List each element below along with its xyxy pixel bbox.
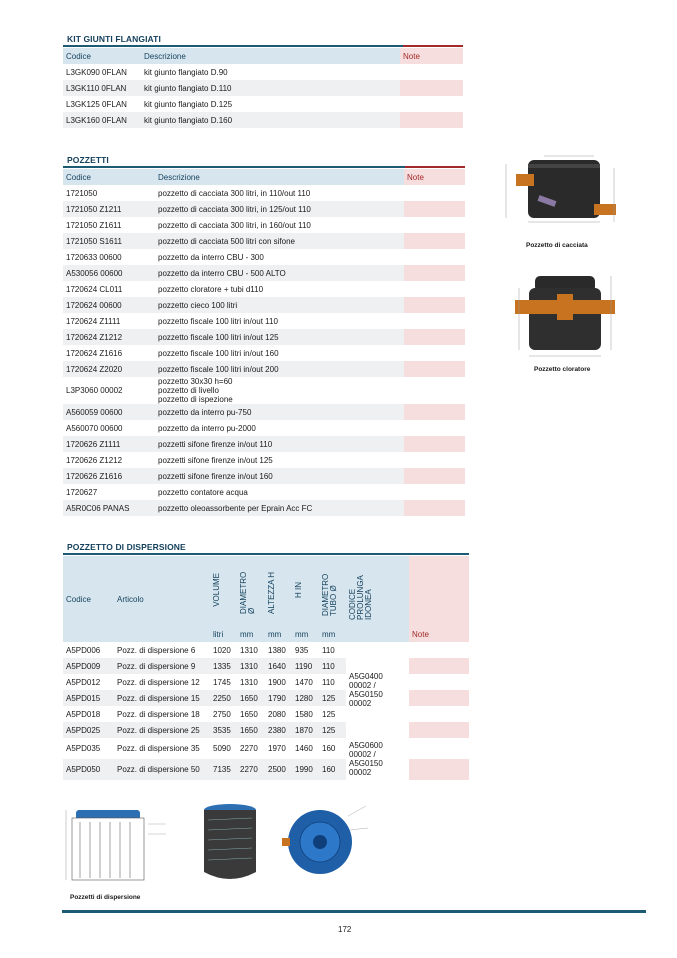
disp-tubo: 125 [322, 709, 336, 719]
cloratore-tee [557, 294, 573, 320]
dispersione-table [63, 556, 469, 780]
disp-tubo: 125 [319, 722, 346, 738]
disp-note [409, 690, 469, 706]
kit-descrizione: kit giunto flangiato D.110 [141, 80, 400, 96]
disp-unit-diametro: mm [237, 626, 265, 642]
table-row [63, 249, 465, 265]
table-row [63, 738, 469, 759]
pozzetti-codice: 1721050 Z1211 [63, 201, 155, 217]
pozzetto-cloratore-label: Pozzetto cloratore [534, 366, 591, 373]
pozzetti-descrizione: pozzetto oleoassorbente per Eprain Acc FC [155, 500, 404, 516]
pozzetti-note [404, 313, 465, 329]
disp-volume: 5090 [213, 744, 231, 753]
pozzetti-note [404, 404, 465, 420]
pozzetti-descrizione: pozzetto da interro CBU - 500 ALTO [155, 265, 404, 281]
disp-header-hin: H IN [292, 556, 319, 626]
disp-header-note: Note [409, 556, 469, 642]
pozzetti-codice: 1721050 Z1611 [66, 220, 122, 230]
disp-altezza: 1380 [268, 645, 286, 655]
disp-header-codice: Codice [63, 556, 114, 642]
pozzetti-codice: 1720626 Z1111 [63, 436, 155, 452]
disp-altezza: 1640 [265, 658, 292, 674]
pozzetti-note [404, 297, 465, 313]
table-row [63, 265, 465, 281]
table-row [63, 201, 465, 217]
table-row [63, 281, 465, 297]
disp-note [409, 642, 469, 658]
pozzetti-descrizione: pozzetti sifone firenze in/out 160 [155, 468, 404, 484]
pozzetti-descrizione: pozzetto fiscale 100 litri in/out 125 [155, 329, 404, 345]
disp-altezza: 1970 [268, 744, 286, 753]
disp-codice: A5PD025 [63, 722, 114, 738]
disp-codice: A5PD009 [63, 658, 114, 674]
kit-descrizione: kit giunto flangiato D.160 [141, 112, 400, 128]
disp-tubo: 110 [322, 645, 335, 655]
pozzetti-codice: 1721050 S1611 [63, 233, 155, 249]
table-row [63, 500, 465, 516]
disp-diametro: 1650 [237, 722, 265, 738]
pozzetti-descrizione: pozzetto di cacciata 300 litri, in 160/out 110 [158, 220, 311, 230]
pozzetti-descrizione: pozzetti sifone firenze in/out 110 [155, 436, 404, 452]
table-row [63, 759, 469, 780]
pozzetti-codice: 1720624 CL011 [66, 284, 123, 294]
pozzetti-codice: 1720633 00600 [66, 252, 122, 262]
disp-codice: A5PD035 [66, 744, 101, 753]
tank-rim [528, 164, 600, 168]
pozzetto-cloratore-drawing [505, 270, 627, 360]
table-row [63, 64, 463, 80]
disp-volume: 1335 [210, 658, 237, 674]
pozzetti-note [404, 361, 465, 377]
pozzetti-descrizione: pozzetto fiscale 100 litri in/out 160 [158, 348, 279, 358]
disp-altezza: 1900 [268, 677, 286, 687]
table-row [63, 404, 465, 420]
dispersione-title-rule [63, 553, 469, 555]
disp-tubo: 110 [319, 658, 346, 674]
disp-header-prolunga: CODICE PROLUNGA IDONEA [346, 556, 409, 626]
disp-diametro: 1310 [240, 645, 258, 655]
pozzetti-title-rule [63, 166, 465, 168]
table-row [63, 452, 465, 468]
disp-altezza: 1790 [265, 690, 292, 706]
disp-hin: 1580 [295, 709, 313, 719]
pozzetti-codice: 1720624 00600 [63, 297, 155, 313]
pozzetti-descrizione: pozzetto fiscale 100 litri in/out 110 [158, 316, 278, 326]
disp-diametro: 2270 [240, 744, 258, 753]
kit-note [400, 96, 463, 112]
disp-note [409, 706, 469, 722]
disp-hin: 1470 [295, 677, 313, 687]
table-row [63, 361, 465, 377]
page-number: 172 [338, 925, 352, 934]
pozzetti-descrizione-line: pozzetto di ispezione [158, 395, 233, 404]
disp-diametro: 2270 [237, 759, 265, 780]
disp-unit-hin: mm [292, 626, 319, 642]
disp-articolo: Pozz. di dispersione 6 [117, 645, 196, 655]
pozzetti-codice: A560059 00600 [63, 404, 155, 420]
pozzetti-codice: A560070 00600 [66, 423, 123, 433]
pozzetti-dispersione-label: Pozzetti di dispersione [70, 894, 141, 901]
pozzetti-descrizione: pozzetto di cacciata 500 litri con sifone [155, 233, 404, 249]
pozzetti-note [404, 249, 465, 265]
pozzetti-note [404, 420, 465, 436]
pozzetti-note [404, 217, 465, 233]
pozzetti-note [404, 468, 465, 484]
pozzetti-header-descrizione: Descrizione [155, 169, 404, 185]
disp-header-articolo: Articolo [114, 556, 210, 642]
disp-tank3-inlet [282, 838, 290, 846]
disp-header-volume: VOLUME [210, 556, 237, 626]
table-row [63, 690, 469, 706]
disp-articolo: Pozz. di dispersione 35 [117, 744, 200, 753]
disp-articolo: Pozz. di dispersione 12 [117, 677, 200, 687]
pozzetti-note [404, 345, 465, 361]
disp-prolunga-group1: A5G0400 00002 / A5G0150 00002 [346, 642, 409, 738]
pozzetti-header-codice: Codice [63, 169, 155, 185]
table-row [63, 329, 465, 345]
pozzetti-codice: 1720624 Z1616 [66, 348, 123, 358]
table-row [63, 377, 465, 404]
disp-diametro: 1310 [237, 658, 265, 674]
table-row [63, 484, 465, 500]
disp-hin: 935 [295, 645, 309, 655]
outlet-pipe [594, 204, 616, 215]
pozzetti-note [404, 233, 465, 249]
pozzetti-note [404, 500, 465, 516]
pozzetti-descrizione-line: pozzetto 30x30 h=60 [158, 377, 233, 386]
table-row [63, 112, 463, 128]
pozzetti-section-title: POZZETTI [67, 155, 109, 165]
pozzetti-descrizione: pozzetto cloratore + tubi d110 [158, 284, 264, 294]
inlet-pipe [516, 174, 534, 186]
disp-codice: A5PD015 [63, 690, 114, 706]
disp-hin: 1990 [292, 759, 319, 780]
kit-header-note: Note [400, 48, 463, 64]
disp-diametro: 1650 [240, 709, 258, 719]
table-row [63, 80, 463, 96]
pozzetti-codice: 1720624 Z1212 [63, 329, 155, 345]
pozzetti-header-note: Note [404, 169, 465, 185]
table-row [63, 297, 465, 313]
disp-codice: A5PD050 [63, 759, 114, 780]
pozzetti-note [404, 484, 465, 500]
table-row [63, 722, 469, 738]
pozzetti-descrizione-line: pozzetto di livello [158, 386, 219, 395]
pozzetti-codice: A5R0C06 PANAS [63, 500, 155, 516]
footer-rule [62, 910, 646, 913]
pozzetti-codice: 1720624 Z2020 [63, 361, 155, 377]
disp-header-altezza: ALTEZZA H [265, 556, 292, 626]
disp-prolunga-group2: A5G0600 00002 / A5G0150 00002 [346, 738, 409, 780]
table-row [63, 468, 465, 484]
kit-descrizione: kit giunto flangiato D.90 [144, 67, 228, 77]
pozzetti-note [404, 201, 465, 217]
pozzetto-cacciata-drawing [498, 150, 628, 238]
disp-unit-altezza: mm [265, 626, 292, 642]
table-row [63, 674, 469, 690]
kit-note [400, 112, 463, 128]
kit-codice: L3GK110 0FLAN [63, 80, 141, 96]
pozzetti-descrizione: pozzetto fiscale 100 litri in/out 200 [155, 361, 404, 377]
pozzetti-descrizione: pozzetto da interro pu-750 [155, 404, 404, 420]
disp-volume: 1745 [213, 677, 231, 687]
disp-altezza: 2500 [265, 759, 292, 780]
table-row [63, 345, 465, 361]
pozzetti-codice: 1721050 [66, 188, 98, 198]
disp-diametro: 1310 [240, 677, 258, 687]
disp-tubo: 125 [319, 690, 346, 706]
kit-descrizione: kit giunto flangiato D.125 [144, 99, 233, 109]
pozzetti-descrizione: pozzetto da interro pu-2000 [158, 423, 256, 433]
pozzetti-descrizione: pozzetto contatore acqua [158, 487, 248, 497]
disp-note [409, 759, 469, 780]
kit-section-title: KIT GIUNTI FLANGIATI [67, 34, 161, 44]
pozzetti-codice: 1720626 Z1212 [66, 455, 123, 465]
pozzetti-note [404, 452, 465, 468]
table-row [63, 217, 465, 233]
pozzetti-codice: 1720626 Z1616 [63, 468, 155, 484]
table-row [63, 658, 469, 674]
disp-altezza: 2380 [265, 722, 292, 738]
table-row [63, 185, 465, 201]
disp-altezza: 2080 [268, 709, 286, 719]
disp-volume: 3535 [210, 722, 237, 738]
disp-volume: 2250 [210, 690, 237, 706]
table-row [63, 233, 465, 249]
pozzetti-note [404, 436, 465, 452]
kit-codice: L3GK125 0FLAN [66, 99, 127, 109]
disp-codice: A5PD018 [66, 709, 101, 719]
kit-header-codice: Codice [63, 48, 141, 64]
pozzetti-codice: L3P3060 00002 [66, 386, 123, 395]
table-row [63, 642, 469, 658]
kit-codice: L3GK160 0FLAN [63, 112, 141, 128]
disp-hin: 1280 [292, 690, 319, 706]
kit-codice: L3GK090 0FLAN [66, 67, 127, 77]
disp-codice: A5PD006 [66, 645, 101, 655]
pozzetti-descrizione: pozzetto da interro CBU - 300 [158, 252, 264, 262]
pozzetto-cacciata-label: Pozzetto di cacciata [526, 242, 588, 249]
disp-codice: A5PD012 [66, 677, 101, 687]
pozzetti-note [404, 185, 465, 201]
disp-header-diametro-tubo: DIAMETRO TUBO Ø [319, 556, 346, 626]
disp-tubo: 160 [322, 744, 336, 753]
pozzetti-descrizione: pozzetti sifone firenze in/out 125 [158, 455, 273, 465]
pozzetti-codice: 1720624 Z1111 [66, 316, 121, 326]
pozzetti-codice: 1720627 [66, 487, 98, 497]
kit-table [63, 48, 463, 128]
disp-note [409, 674, 469, 690]
disp-articolo: Pozz. di dispersione 18 [117, 709, 200, 719]
pozzetti-dispersione-drawing [62, 800, 382, 888]
disp-volume: 7135 [210, 759, 237, 780]
pozzetti-descrizione: pozzetto di cacciata 300 litri, in 110/out 110 [158, 188, 311, 198]
pozzetti-note [404, 377, 465, 404]
disp-header-diametro: DIAMETRO Ø [237, 556, 265, 626]
disp-articolo: Pozz. di dispersione 50 [114, 759, 210, 780]
pozzetti-codice: A530056 00600 [63, 265, 155, 281]
disp-unit-prolunga [346, 626, 409, 642]
table-row [63, 420, 465, 436]
disp-diametro: 1650 [237, 690, 265, 706]
pozzetti-descrizione: pozzetto cieco 100 litri [155, 297, 404, 313]
table-row [63, 313, 465, 329]
pozzetti-descrizione [155, 377, 404, 404]
disp-unit-tubo: mm [319, 626, 346, 642]
disp-note [409, 738, 469, 759]
disp-unit-volume: litri [210, 626, 237, 642]
disp-tank2-body [204, 810, 256, 879]
disp-hin: 1460 [295, 744, 313, 753]
table-row [63, 706, 469, 722]
kit-note [400, 80, 463, 96]
disp-note [409, 722, 469, 738]
dispersione-section-title: POZZETTO DI DISPERSIONE [67, 542, 186, 552]
disp-note [409, 658, 469, 674]
disp-articolo: Pozz. di dispersione 25 [114, 722, 210, 738]
pozzetti-note [404, 265, 465, 281]
disp-tubo: 110 [322, 677, 335, 687]
tank-body [528, 160, 600, 218]
pozzetti-note [404, 281, 465, 297]
table-row [63, 96, 463, 112]
disp-hin: 1190 [292, 658, 319, 674]
table-row [63, 436, 465, 452]
disp-volume: 1020 [213, 645, 231, 655]
pozzetti-note [404, 329, 465, 345]
disp-hin: 1870 [292, 722, 319, 738]
disp-articolo: Pozz. di dispersione 9 [114, 658, 210, 674]
disp-volume: 2750 [213, 709, 231, 719]
pozzetti-descrizione: pozzetto di cacciata 300 litri, in 125/out 110 [155, 201, 404, 217]
kit-title-rule [63, 45, 463, 47]
disp-tubo: 160 [319, 759, 346, 780]
disp-articolo: Pozz. di dispersione 15 [114, 690, 210, 706]
kit-note [400, 64, 463, 80]
pozzetti-table [63, 169, 465, 516]
kit-header-descrizione: Descrizione [141, 48, 400, 64]
disp-tank1-body [72, 818, 144, 880]
